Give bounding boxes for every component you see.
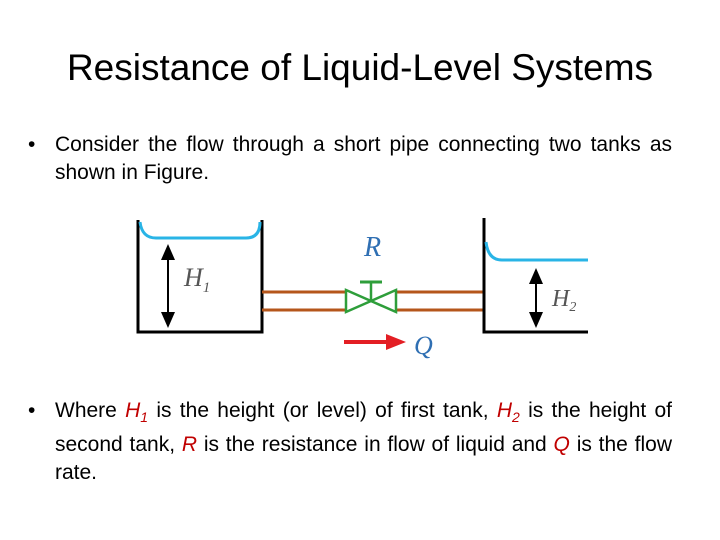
h2-arrow xyxy=(529,268,543,328)
label-h2: $H_2$ xyxy=(552,286,577,315)
two-tank-diagram xyxy=(128,208,588,368)
label-h1: $H_1$ xyxy=(184,263,211,296)
bullet-1 xyxy=(28,131,672,187)
bullet-dot: • xyxy=(28,399,36,422)
tank-2-water xyxy=(486,242,588,260)
symbol-q: Q xyxy=(553,433,570,457)
valve-icon xyxy=(346,282,396,312)
symbol-h1: $H_1$ xyxy=(125,399,149,426)
label-r: R xyxy=(364,232,382,263)
bullet-2-text: Where $H_1$ is the height (or level) of first tank, $H_2$ is the height of second tank, R is the resistance in flow of liquid and Q is the flow rate. xyxy=(55,399,672,485)
symbol-h2: $H_2$ xyxy=(496,399,520,426)
bullet-2 xyxy=(28,397,672,487)
slide-title: Resistance of Liquid-Level Systems xyxy=(66,47,654,88)
h1-arrow xyxy=(161,244,175,328)
flow-arrow xyxy=(344,334,406,350)
label-q: Q xyxy=(414,331,433,360)
bullet-1-text: Consider the flow through a short pipe connecting two tanks as shown in Figure. xyxy=(55,133,672,184)
bullet-dot: • xyxy=(28,133,36,156)
symbol-r: R xyxy=(181,433,198,457)
